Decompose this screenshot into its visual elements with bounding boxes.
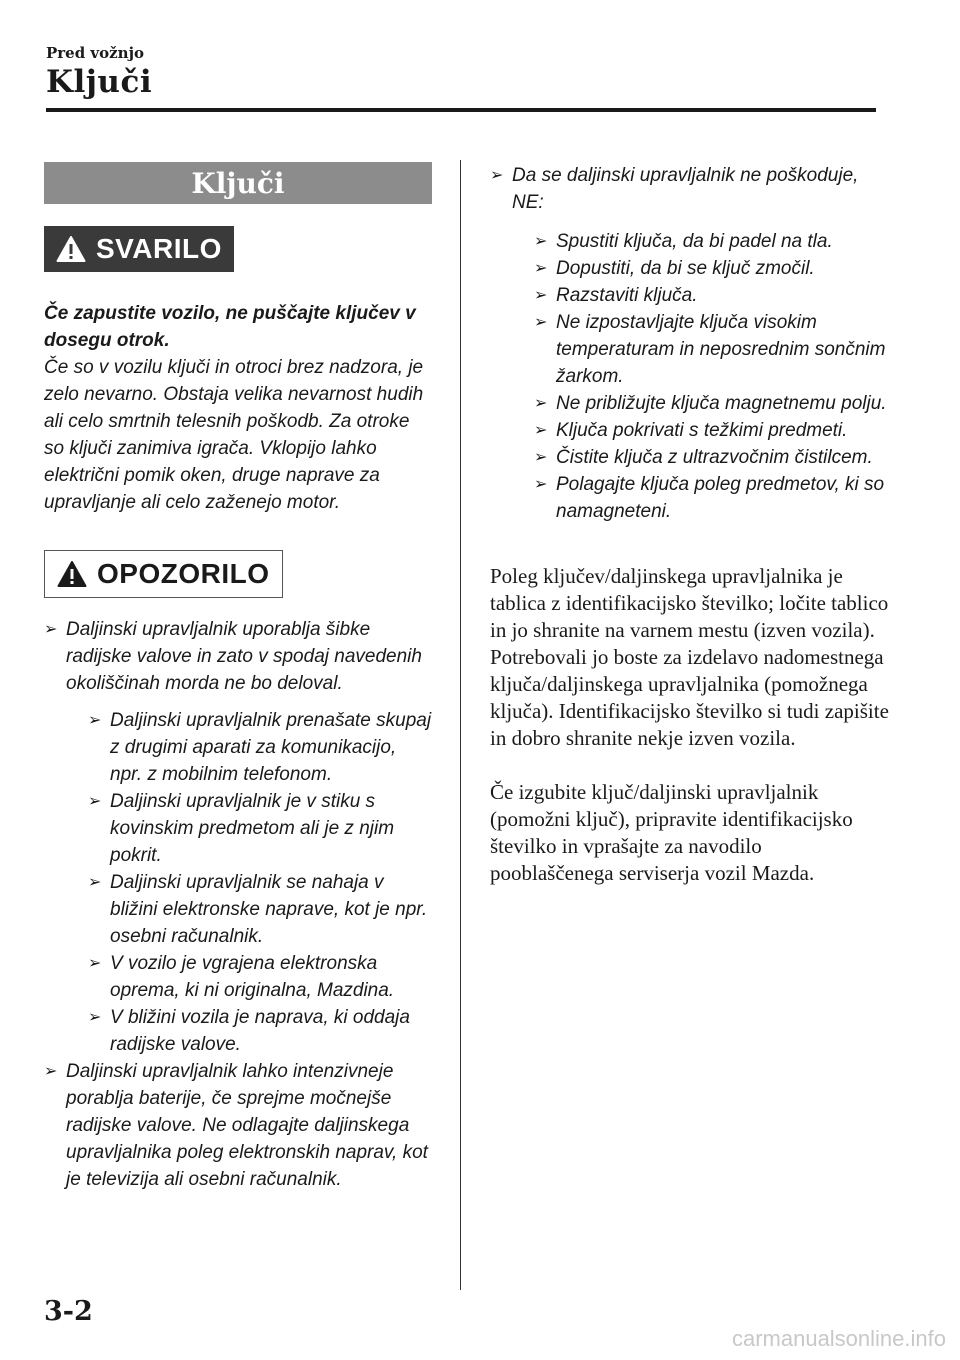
bullet-arrow-icon: ➢: [88, 955, 102, 972]
watermark: carmanualsonline.info: [731, 1326, 946, 1351]
warning-triangle-icon: [56, 235, 86, 263]
section-title: Ključi: [191, 166, 285, 200]
list-item: [88, 1004, 432, 1058]
caution-label-text: OPOZORILO: [97, 558, 270, 589]
damage-subitem-text: Ne približujte ključa magnetnemu polju.: [556, 393, 887, 414]
damage-subitem-text: Čistite ključa z ultrazvočnim čistilcem.: [556, 447, 873, 468]
caution-triangle-icon: [57, 560, 87, 588]
bullet-arrow-icon: ➢: [88, 874, 102, 891]
list-item: [88, 950, 432, 1004]
list-item: [534, 255, 890, 282]
left-column: [44, 162, 432, 1193]
bullet-arrow-icon: ➢: [534, 449, 548, 466]
bullet-arrow-icon: ➢: [88, 1009, 102, 1026]
list-item: [534, 417, 890, 444]
warning-block: [44, 226, 432, 516]
caution-label: [44, 550, 283, 598]
right-column: [490, 162, 890, 887]
warning-label: [44, 226, 234, 272]
bullet-arrow-icon: ➢: [44, 1063, 58, 1080]
caution-subitem-text: Daljinski upravljalnik se nahaja v bližini elektronske naprave, kot je npr. osebni računalnik.: [110, 872, 428, 947]
caution-block: [44, 550, 432, 1193]
warning-body-text: Če so v vozilu ključi in otroci brez nadzora, je zelo nevarno. Obstaja velika nevarnost hudih ali celo smrtnih telesnih poškodb. Za otroke so ključi zanimiva igrača. Vklopijo lahko električni pomik oken, druge naprave za upravljanje ali celo zaženejo motor.: [44, 357, 424, 513]
damage-subitem-text: Razstaviti ključa.: [556, 285, 698, 306]
bullet-arrow-icon: ➢: [88, 712, 102, 729]
bullet-arrow-icon: ➢: [490, 167, 504, 184]
caution-subitem-text: V vozilo je vgrajena elektronska oprema, ki ni originalna, Mazdina.: [110, 953, 395, 1001]
lost-key-paragraph: Če izgubite ključ/daljinski upravljalnik (pomožni ključ), pripravite identifikacijsko številko in vprašajte za navodilo pooblaščenega serviserja vozil Mazda.: [490, 780, 853, 885]
bullet-arrow-icon: ➢: [44, 621, 58, 638]
list-item: [534, 228, 890, 255]
header-breadcrumb: Pred vožnjo: [46, 44, 145, 62]
bullet-arrow-icon: ➢: [534, 260, 548, 277]
damage-list: [490, 162, 890, 525]
header-title: Ključi: [46, 64, 153, 100]
column-divider: [460, 160, 461, 1290]
list-item: [534, 390, 890, 417]
damage-subitem-text: Spustiti ključa, da bi padel na tla.: [556, 231, 833, 252]
damage-sublist: [534, 228, 890, 525]
bullet-arrow-icon: ➢: [534, 476, 548, 493]
header-rule: [46, 108, 876, 112]
bullet-arrow-icon: ➢: [534, 395, 548, 412]
damage-subitem-text: Polagajte ključa poleg predmetov, ki so namagneteni.: [556, 474, 885, 522]
caution-list: [44, 616, 432, 1193]
list-item: [88, 869, 432, 950]
list-item: [88, 707, 432, 788]
damage-subitem-text: Ne izpostavljajte ključa visokim temperaturam in neposrednim sončnim žarkom.: [556, 312, 886, 387]
damage-subitem-text: Ključa pokrivati s težkimi predmeti.: [556, 420, 848, 441]
damage-item-text: Da se daljinski upravljalnik ne poškoduje, NE:: [512, 165, 859, 213]
bullet-arrow-icon: ➢: [534, 422, 548, 439]
caution-item-text: Daljinski upravljalnik lahko intenzivneje porablja baterije, če sprejme močnejše radijske valove. Ne odlagajte daljinskega upravljalnika poleg elektronskih naprav, kot je televizija ali osebni računalnik.: [66, 1061, 428, 1190]
page-number: 3-2: [44, 1296, 93, 1327]
list-item: [88, 788, 432, 869]
caution-subitem-text: Daljinski upravljalnik prenašate skupaj z drugimi aparati za komunikacijo, npr. z mobilnim telefonom.: [110, 710, 432, 785]
warning-bold-text: Če zapustite vozilo, ne puščajte ključev v dosegu otrok.: [44, 303, 416, 351]
list-item: [534, 282, 890, 309]
section-title-bar: [44, 162, 432, 204]
caution-sublist: [88, 707, 432, 1058]
list-item: [44, 1058, 432, 1193]
id-plate-paragraph: Poleg ključev/daljinskega upravljalnika je tablica z identifikacijsko številko; ločite tablico in jo shranite na varnem mestu (izven vozila). Potrebovali jo boste za izdelavo nadomestnega ključa/daljinskega upravljalnika (pomožnega ključa). Identifikacijsko številko si tudi zapišite in dobro shranite nekje izven vozila.: [490, 564, 889, 750]
list-item: [490, 162, 890, 525]
bullet-arrow-icon: ➢: [534, 314, 548, 331]
caution-subitem-text: V bližini vozila je naprava, ki oddaja radijske valove.: [110, 1007, 410, 1055]
bullet-arrow-icon: ➢: [534, 287, 548, 304]
list-item: [44, 616, 432, 1058]
caution-subitem-text: Daljinski upravljalnik je v stiku s kovinskim predmetom ali je z njim pokrit.: [110, 791, 395, 866]
damage-subitem-text: Dopustiti, da bi se ključ zmočil.: [556, 258, 815, 279]
caution-item-text: Daljinski upravljalnik uporablja šibke radijske valove in zato v spodaj navedenih okoliščinah morda ne bo deloval.: [66, 619, 422, 694]
list-item: [534, 471, 890, 525]
warning-label-text: SVARILO: [96, 233, 222, 264]
list-item: [534, 444, 890, 471]
bullet-arrow-icon: ➢: [88, 793, 102, 810]
bullet-arrow-icon: ➢: [534, 233, 548, 250]
list-item: [534, 309, 890, 390]
